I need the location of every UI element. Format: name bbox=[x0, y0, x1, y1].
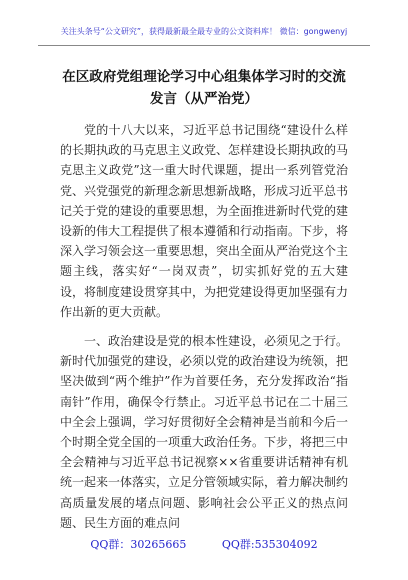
paragraph-intro: 党的十八大以来，习近平总书记围绕“建设什么样的长期执政的马克思主义政党、怎样建设长期执政的马克思主义政党”这一重大时代课题，提出一系列管党治党、兴党强党的新理念新思想新战略，形成习近平总书记关于党的建设的重要思想，为全面推进新时代党的建设新的伟大工程提供了根本遵循和行动指南。下步，将深入学习领会这一重要思想，突出全面从严治党这个主题主线，落实好“一岗双责”，切实抓好党的五大建设，将制度建设贯穿其中，为把党建设得更加坚强有力作出新的更大贡献。 bbox=[60, 123, 349, 319]
document-body bbox=[60, 120, 348, 533]
document-title: 在区政府党组理论学习中心组集体学习时的交流发言（从严治党） bbox=[62, 69, 346, 107]
footer-qq-group-1: QQ群：30265665 bbox=[90, 538, 187, 551]
header-promo-text: 关注头条号“公文研究”，获得最新最全最专业的公文资料库！ 微信：gongwenyj bbox=[60, 27, 348, 36]
page-footer bbox=[0, 538, 408, 552]
page-header bbox=[0, 0, 408, 37]
header-divider bbox=[38, 45, 370, 46]
paragraph-political-building: 一、政治建设是党的根本性建设，必须见之于行。新时代加强党的建设，必须以党的政治建设为统领，把坚决做到“两个维护”作为首要任务，充分发挥政治“指南针”作用，确保令行禁止。习近平总书记在二十届三中全会上强调，学习好贯彻好全会精神是当前和今后一个时期全党全国的一项重大政治任务。下步，将把三中全会精神与习近平总书记视察××省重要讲话精神有机统一起来一体落实，立足分管领域实际，着力解决制约高质量发展的堵点问题、影响社会公平正义的热点问题、民生方面的难点问 bbox=[60, 334, 349, 530]
footer-qq-group-2: QQ群:535304092 bbox=[221, 538, 318, 551]
